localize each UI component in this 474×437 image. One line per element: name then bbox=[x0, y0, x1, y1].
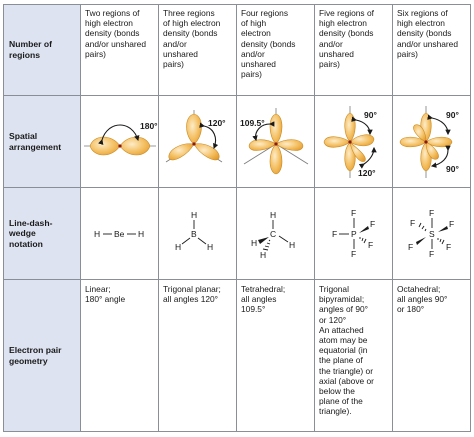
angle-label: 120° bbox=[357, 167, 376, 178]
vsepr-table bbox=[3, 4, 471, 432]
central-atom-dot bbox=[348, 140, 351, 143]
ldw-tetrahedral bbox=[237, 188, 315, 280]
central-atom-dot bbox=[192, 142, 195, 145]
orbital-lobe bbox=[168, 143, 193, 159]
ligand-atom: H bbox=[174, 241, 181, 252]
octahedral-orbital-figure bbox=[394, 102, 470, 182]
geometry-octahedral: Octahedral; all angles 90° or 180° bbox=[393, 280, 471, 432]
spatial-linear bbox=[81, 96, 159, 188]
geometry-tetrahedral: Tetrahedral; all angles 109.5° bbox=[237, 280, 315, 432]
spatial-row bbox=[4, 96, 471, 188]
ligand-atom: F bbox=[428, 248, 434, 259]
ligand-atom: H bbox=[206, 241, 213, 252]
trigonal-bipyramidal-orbital-figure bbox=[316, 102, 392, 182]
dash-bond bbox=[438, 238, 444, 244]
bond-line bbox=[182, 238, 190, 244]
ligand-atom: H bbox=[269, 209, 276, 220]
orbital-lobe bbox=[90, 137, 120, 155]
ligand-atom: F bbox=[331, 228, 337, 239]
regions-cell-five: Five regions of high electron density (bonds and/or unshared pairs) bbox=[315, 5, 393, 96]
wedge-bond bbox=[438, 226, 448, 232]
ligand-atom: H bbox=[288, 239, 295, 250]
orbital-lobe bbox=[249, 139, 276, 150]
spatial-trigonal bbox=[159, 96, 237, 188]
dash-bond bbox=[360, 237, 366, 243]
central-atom: P bbox=[350, 228, 357, 239]
row-header-geometry: Electron pair geometry bbox=[4, 280, 81, 432]
spatial-trigonal-bipyramidal bbox=[315, 96, 393, 188]
geometry-row bbox=[4, 280, 471, 432]
regions-cell-six: Six regions of high electron density (bonds and/or unshared pairs) bbox=[393, 5, 471, 96]
angle-arrow bbox=[364, 148, 374, 164]
orbital-lobe bbox=[276, 139, 303, 150]
angle-label: 109.5° bbox=[239, 117, 265, 128]
central-atom: Be bbox=[113, 228, 124, 239]
trigonal-orbital-figure bbox=[160, 104, 236, 180]
regions-cell-four: Four regions of high electron density (bonds and/or unshared pairs) bbox=[237, 5, 315, 96]
ligand-atom: F bbox=[428, 207, 434, 218]
angle-label: 90° bbox=[445, 109, 459, 120]
ligand-atom: F bbox=[350, 248, 356, 259]
ldw-row bbox=[4, 188, 471, 280]
central-atom-dot bbox=[118, 144, 121, 147]
tetrahedral-orbital-figure bbox=[238, 102, 314, 182]
ligand-atom: H bbox=[190, 209, 197, 220]
central-atom-dot bbox=[274, 142, 277, 145]
ch4-structure bbox=[238, 204, 314, 264]
ligand-atom: H bbox=[259, 249, 266, 260]
central-atom: B bbox=[190, 228, 197, 239]
bh3-structure bbox=[160, 204, 236, 264]
central-atom: S bbox=[428, 228, 435, 239]
pf5-structure bbox=[316, 204, 392, 264]
ligand-atom: F bbox=[407, 241, 413, 252]
ligand-atom: F bbox=[445, 241, 451, 252]
geometry-linear: Linear; 180° angle bbox=[81, 280, 159, 432]
linear-orbital-figure bbox=[82, 112, 158, 172]
ldw-linear bbox=[81, 188, 159, 280]
ligand-atom: H bbox=[137, 228, 144, 239]
ligand-atom: F bbox=[448, 218, 454, 229]
orbital-lobe bbox=[270, 144, 282, 174]
central-atom: C bbox=[269, 228, 276, 239]
behh-structure bbox=[82, 204, 158, 264]
ligand-atom: H bbox=[93, 228, 100, 239]
wedge-bond bbox=[359, 226, 369, 233]
angle-label: 120° bbox=[207, 117, 226, 128]
ldw-trigonal-bipyramidal bbox=[315, 188, 393, 280]
ldw-octahedral bbox=[393, 188, 471, 280]
angle-arrow bbox=[356, 120, 370, 134]
orbital-lobe bbox=[324, 136, 350, 147]
angle-label: 90° bbox=[363, 109, 377, 120]
spatial-octahedral bbox=[393, 96, 471, 188]
orbital-lobe bbox=[344, 113, 355, 142]
regions-cell-three: Three regions of high electron density (bonds and/or unshared pairs) bbox=[159, 5, 237, 96]
bond-line bbox=[198, 238, 206, 244]
angle-label: 90° bbox=[445, 163, 459, 174]
row-header-regions: Number of regions bbox=[4, 5, 81, 96]
regions-row bbox=[4, 5, 471, 96]
wedge-bond bbox=[416, 237, 426, 245]
angle-label: 180° bbox=[139, 120, 158, 131]
ligand-atom: F bbox=[369, 218, 375, 229]
orbital-lobe bbox=[270, 114, 282, 144]
ligand-atom: F bbox=[409, 217, 415, 228]
orbital-lobe bbox=[194, 143, 219, 159]
ligand-atom: F bbox=[350, 207, 356, 218]
spatial-tetrahedral bbox=[237, 96, 315, 188]
regions-cell-two: Two regions of high electron density (bonds and/or unshared pairs) bbox=[81, 5, 159, 96]
orbital-lobe bbox=[120, 137, 150, 155]
row-header-spatial: Spatial arrangement bbox=[4, 96, 81, 188]
row-header-ldw: Line-dash-wedge notation bbox=[4, 188, 81, 280]
bond-line bbox=[279, 236, 288, 242]
ligand-atom: H bbox=[250, 237, 257, 248]
geometry-trigonal-planar: Trigonal planar; all angles 120° bbox=[159, 280, 237, 432]
orbital-lobe bbox=[186, 114, 201, 144]
ldw-trigonal bbox=[159, 188, 237, 280]
sf6-structure bbox=[394, 204, 470, 264]
geometry-trigonal-bipyramidal: Trigonal bipyramidal; angles of 90° or 120° An attached atom may be equatorial (in the plane of the triangle) or axial (above or below the plane of the triangle). bbox=[315, 280, 393, 432]
dash-bond bbox=[263, 240, 270, 250]
central-atom-dot bbox=[424, 140, 427, 143]
angle-arrow bbox=[432, 118, 448, 134]
dash-bond bbox=[419, 223, 426, 231]
ligand-atom: F bbox=[367, 239, 373, 250]
